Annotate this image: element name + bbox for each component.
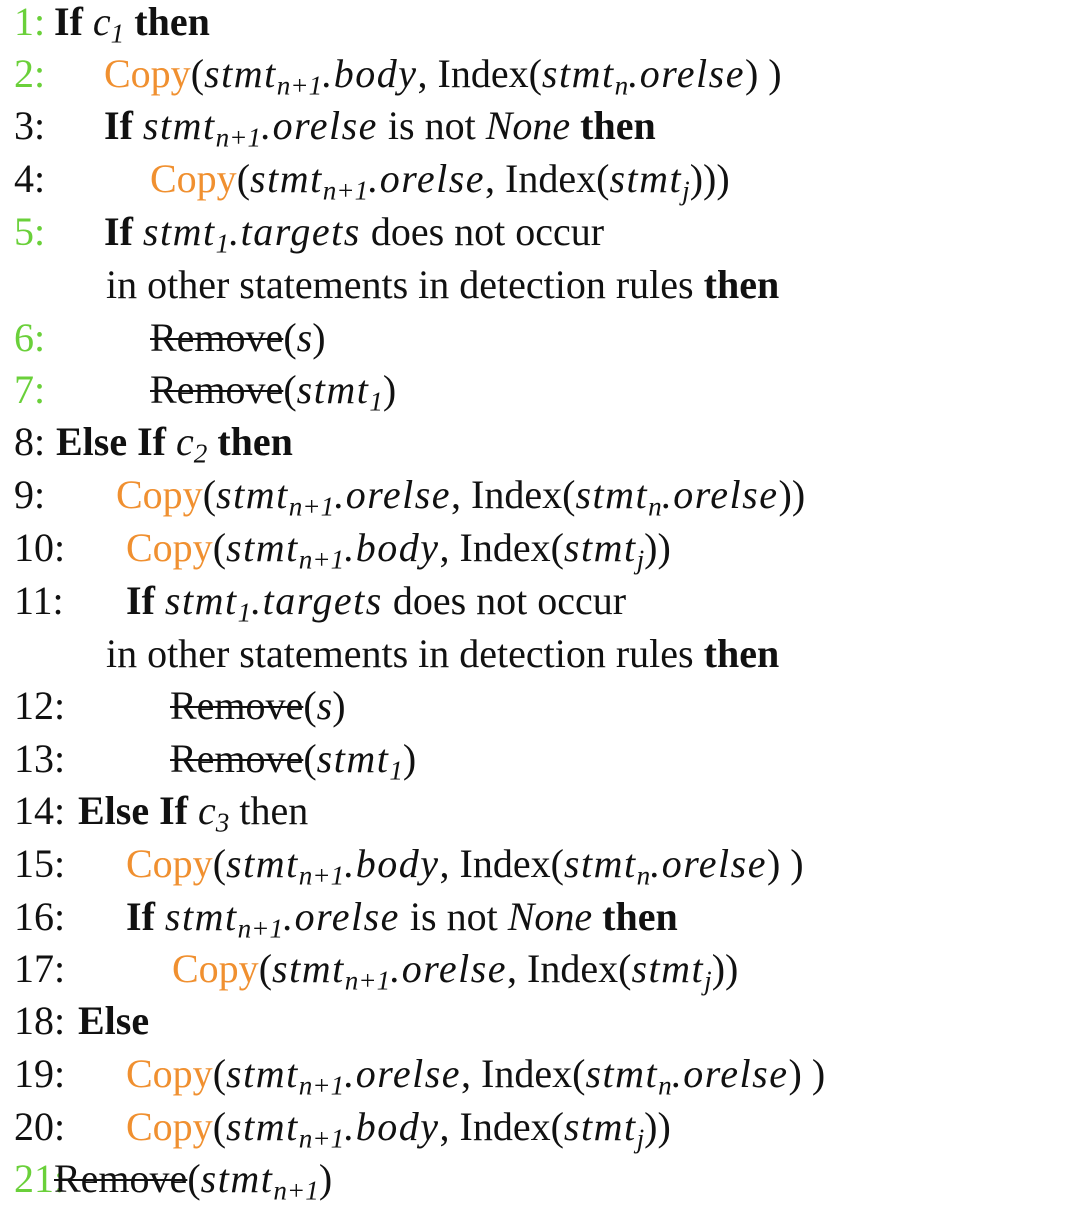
text-segment: (: [283, 367, 297, 412]
text-segment: ) ): [766, 841, 804, 886]
text-segment: (: [212, 525, 227, 570]
keyword: If: [126, 894, 155, 939]
code-identifier: stmt: [585, 1051, 659, 1096]
text-segment: is not: [399, 894, 508, 939]
keyword: then: [703, 262, 780, 307]
text-segment: [124, 0, 134, 44]
algorithm-line: [14, 0, 1065, 50]
remove-call: Remove: [54, 1156, 188, 1201]
subscript: 2: [193, 438, 208, 469]
subscript: 1: [389, 755, 403, 786]
text-segment: [133, 103, 143, 148]
code-identifier: .orelse: [650, 841, 767, 886]
subscript: 1: [237, 597, 252, 628]
remove-call: Remove: [150, 367, 284, 412]
keyword: Else If: [56, 419, 166, 464]
text-segment: )): [711, 946, 739, 991]
code-identifier: .body: [322, 51, 418, 96]
keyword: then: [217, 419, 293, 464]
code-identifier: stmt: [226, 1051, 299, 1096]
subscript: 3: [215, 807, 230, 838]
line-text: [116, 467, 805, 523]
copy-call: Copy: [150, 156, 237, 201]
line-text: [150, 310, 326, 366]
line-text: [54, 0, 210, 50]
line-number: 7:: [14, 367, 46, 412]
copy-call: Copy: [116, 472, 203, 517]
text-segment: (: [187, 1156, 201, 1201]
text-segment: [83, 0, 93, 44]
text-segment: ))): [689, 156, 730, 201]
math-symbol: c: [176, 419, 194, 464]
text-segment: (: [303, 683, 317, 728]
text-segment: (: [303, 736, 317, 781]
text-segment: )): [644, 1104, 671, 1149]
remove-call: Remove: [150, 315, 284, 360]
line-number: 10:: [14, 525, 66, 570]
line-text: [170, 731, 416, 787]
line-number: 19:: [14, 1051, 66, 1096]
keyword: If: [104, 209, 133, 254]
code-identifier: stmt: [563, 841, 637, 886]
text-segment: [207, 419, 217, 464]
copy-call: Copy: [172, 946, 259, 991]
algorithm-line: [14, 941, 1065, 997]
line-text: [126, 1046, 825, 1102]
subscript: n: [636, 860, 651, 891]
text-segment: (: [212, 1051, 227, 1096]
algorithm-line: [14, 731, 1065, 787]
code-identifier: .orelse: [661, 472, 779, 517]
text-segment: ): [382, 367, 397, 412]
subscript: n+1: [344, 965, 391, 996]
copy-call: Copy: [126, 1104, 213, 1149]
text-segment: (: [190, 51, 205, 96]
copy-call: Copy: [126, 841, 213, 886]
code-identifier: .body: [344, 1104, 440, 1149]
subscript: n+1: [298, 1123, 345, 1154]
line-text: [104, 46, 782, 102]
line-number: 16:: [14, 894, 66, 939]
text-segment: , Index(: [507, 946, 632, 991]
code-identifier: stmt: [316, 736, 390, 781]
text-segment: ) ): [744, 51, 782, 96]
copy-call: Copy: [126, 525, 213, 570]
algorithm-line: [14, 626, 1065, 682]
line-number: 5:: [14, 209, 46, 254]
line-text: [106, 626, 779, 682]
algorithm-line: [14, 993, 1065, 1049]
text-segment: (: [258, 946, 273, 991]
code-identifier: stmt: [216, 472, 289, 517]
subscript: n+1: [215, 122, 262, 153]
code-identifier: .orelse: [283, 894, 400, 939]
line-text: [150, 362, 396, 418]
text-segment: in other statements in detection rules: [106, 631, 704, 676]
code-identifier: stmt: [164, 894, 238, 939]
line-number: 8:: [14, 419, 46, 464]
text-segment: ) ): [788, 1051, 826, 1096]
line-number: 12:: [14, 683, 66, 728]
text-segment: then: [229, 788, 309, 833]
code-identifier: .orelse: [368, 156, 486, 201]
subscript: j: [636, 544, 645, 575]
line-number: 20:: [14, 1104, 66, 1149]
code-identifier: .targets: [251, 578, 383, 623]
subscript: n+1: [237, 913, 284, 944]
line-text: [170, 678, 346, 734]
line-number: 11:: [14, 578, 64, 623]
text-segment: is not: [377, 103, 486, 148]
line-text: [126, 889, 678, 945]
text-segment: (: [212, 1104, 227, 1149]
algorithm-line: [14, 678, 1065, 734]
algorithm-line: [14, 467, 1065, 523]
line-number: 2:: [14, 51, 46, 96]
code-identifier: stmt: [563, 1104, 637, 1149]
line-text: [104, 204, 604, 260]
text-segment: , Index(: [439, 1104, 564, 1149]
line-number: 18:: [14, 998, 66, 1043]
code-identifier: stmt: [142, 103, 216, 148]
line-text: [150, 151, 730, 207]
keyword: If: [54, 0, 83, 44]
keyword: then: [580, 103, 656, 148]
keyword: If: [126, 578, 155, 623]
code-identifier: stmt: [200, 1156, 274, 1201]
code-identifier: stmt: [226, 1104, 299, 1149]
subscript: 1: [215, 228, 230, 259]
algorithm-line: [14, 151, 1065, 207]
code-identifier: stmt: [164, 578, 238, 623]
text-segment: does not occur: [360, 209, 605, 254]
line-text: [126, 573, 626, 629]
algorithm-line: [14, 98, 1065, 154]
text-segment: , Index(: [461, 1051, 586, 1096]
text-segment: , Index(: [439, 841, 564, 886]
line-text: [126, 520, 671, 576]
text-segment: , Index(: [417, 51, 542, 96]
remove-call: Remove: [170, 683, 304, 728]
text-segment: [592, 894, 602, 939]
subscript: j: [636, 1123, 645, 1154]
subscript: j: [704, 965, 712, 996]
math-symbol: s: [316, 683, 333, 728]
text-segment: )): [778, 472, 806, 517]
code-identifier: stmt: [226, 525, 299, 570]
subscript: n+1: [298, 1070, 345, 1101]
algorithm-line: [14, 204, 1065, 260]
subscript: n+1: [322, 175, 369, 206]
text-segment: [155, 894, 165, 939]
copy-call: Copy: [104, 51, 191, 96]
line-text: [104, 98, 656, 154]
text-segment: [570, 103, 580, 148]
line-text: [126, 1099, 671, 1155]
line-text: [106, 257, 779, 313]
algorithm-line: [14, 836, 1065, 892]
code-identifier: .orelse: [628, 51, 745, 96]
line-number: 21:: [14, 1156, 66, 1201]
algorithm-line: [14, 573, 1065, 629]
algorithm-line: [14, 1151, 1065, 1207]
code-identifier: stmt: [250, 156, 323, 201]
line-number: 17:: [14, 946, 66, 991]
code-identifier: stmt: [541, 51, 615, 96]
code-identifier: .orelse: [671, 1051, 789, 1096]
math-symbol: c: [198, 788, 216, 833]
text-segment: ): [332, 683, 346, 728]
text-segment: ): [318, 1156, 333, 1201]
line-number: 4:: [14, 156, 46, 201]
algorithm-line: [14, 889, 1065, 945]
subscript: n: [648, 491, 662, 522]
line-number: 9:: [14, 472, 46, 517]
text-segment: [188, 788, 198, 833]
line-number: 3:: [14, 103, 46, 148]
math-symbol: s: [296, 315, 313, 360]
algorithm-line: [14, 414, 1065, 470]
line-text: [78, 783, 308, 839]
subscript: n+1: [298, 860, 345, 891]
line-number: 13:: [14, 736, 66, 781]
code-identifier: stmt: [272, 946, 345, 991]
subscript: n+1: [298, 544, 345, 575]
copy-call: Copy: [126, 1051, 213, 1096]
remove-call: Remove: [170, 736, 304, 781]
keyword: Else: [78, 998, 150, 1043]
text-segment: in other statements in detection rules: [106, 262, 704, 307]
algorithm-line: [14, 1046, 1065, 1102]
code-identifier: .orelse: [334, 472, 452, 517]
line-text: [56, 414, 293, 470]
text-segment: [133, 209, 143, 254]
algorithm-line: [14, 362, 1065, 418]
code-identifier: .orelse: [344, 1051, 462, 1096]
code-identifier: stmt: [563, 525, 637, 570]
subscript: n: [614, 70, 629, 101]
algorithm-line: [14, 783, 1065, 839]
code-identifier: stmt: [226, 841, 299, 886]
subscript: n+1: [276, 70, 323, 101]
code-identifier: .orelse: [261, 103, 378, 148]
code-identifier: .orelse: [390, 946, 508, 991]
code-identifier: stmt: [296, 367, 370, 412]
text-segment: , Index(: [485, 156, 610, 201]
line-number: 1:: [14, 0, 46, 44]
line-text: [126, 836, 804, 892]
line-number: 15:: [14, 841, 66, 886]
text-segment: , Index(: [451, 472, 576, 517]
text-segment: [155, 578, 165, 623]
subscript: 1: [369, 386, 383, 417]
algorithm-line: [14, 257, 1065, 313]
text-segment: (: [202, 472, 217, 517]
line-number: 6:: [14, 315, 46, 360]
code-identifier: .targets: [229, 209, 361, 254]
subscript: 1: [110, 18, 125, 49]
math-symbol: None: [485, 103, 571, 148]
text-segment: ): [402, 736, 417, 781]
code-identifier: .body: [344, 525, 440, 570]
algorithm-line: [14, 310, 1065, 366]
keyword: Else If: [78, 788, 188, 833]
code-identifier: stmt: [631, 946, 705, 991]
keyword: then: [134, 0, 210, 44]
keyword: then: [602, 894, 678, 939]
text-segment: (: [283, 315, 297, 360]
subscript: j: [682, 175, 690, 206]
code-identifier: stmt: [142, 209, 216, 254]
code-identifier: .body: [344, 841, 440, 886]
text-segment: (: [236, 156, 251, 201]
code-identifier: stmt: [575, 472, 649, 517]
text-segment: )): [644, 525, 671, 570]
line-number: 14:: [14, 788, 66, 833]
text-segment: [166, 419, 176, 464]
code-identifier: stmt: [204, 51, 277, 96]
algorithm-line: [14, 1099, 1065, 1155]
text-segment: , Index(: [439, 525, 564, 570]
algorithm-line: [14, 520, 1065, 576]
line-text: [54, 1151, 332, 1207]
line-text: [78, 993, 149, 1049]
keyword: If: [104, 103, 133, 148]
text-segment: does not occur: [382, 578, 627, 623]
code-identifier: stmt: [609, 156, 683, 201]
subscript: n: [658, 1070, 672, 1101]
line-text: [172, 941, 738, 997]
text-segment: ): [312, 315, 326, 360]
subscript: n+1: [273, 1175, 319, 1206]
math-symbol: c: [92, 0, 111, 44]
text-segment: (: [212, 841, 227, 886]
subscript: n+1: [288, 491, 335, 522]
math-symbol: None: [507, 894, 593, 939]
keyword: then: [703, 631, 780, 676]
algorithm-line: [14, 46, 1065, 102]
